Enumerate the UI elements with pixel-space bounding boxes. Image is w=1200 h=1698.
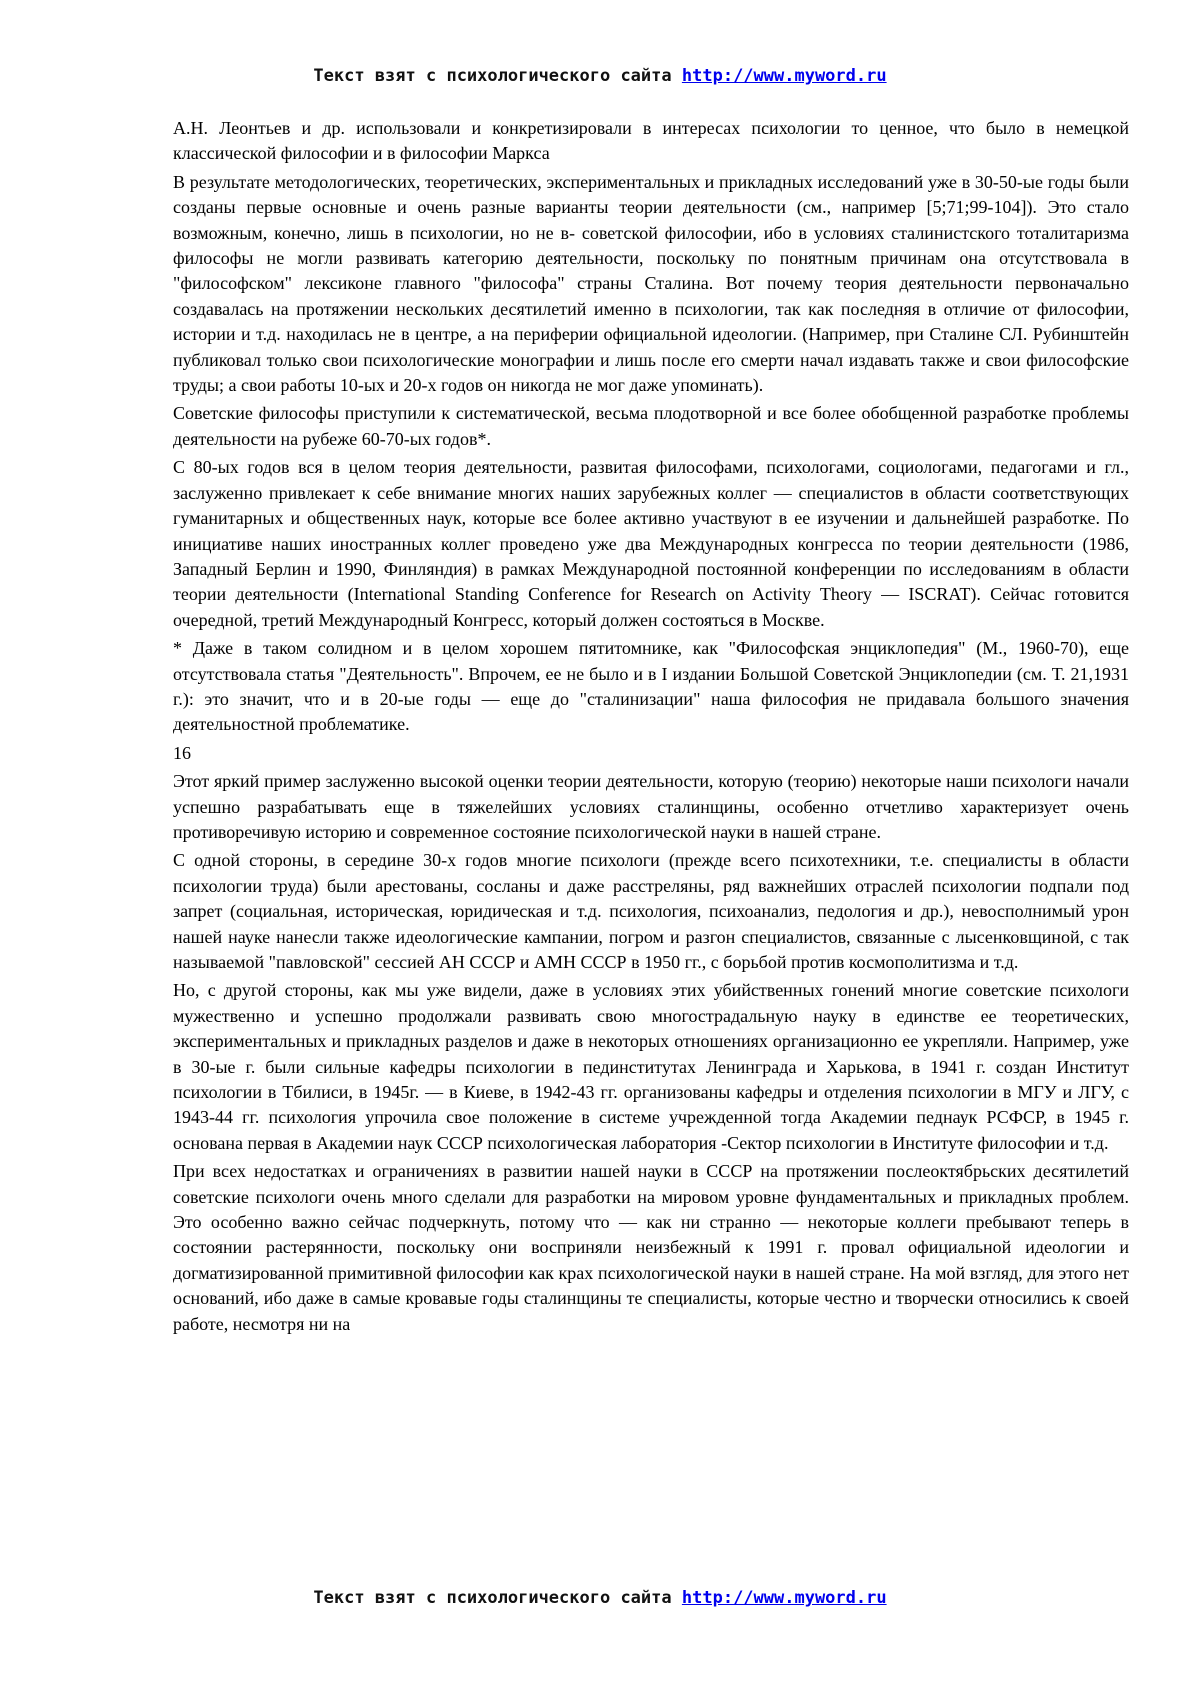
document-body bbox=[173, 116, 1129, 1340]
paragraph: С одной стороны, в середине 30-х годов многие психологи (прежде всего психотехники, т.е. специалисты в области психологии труда) были арестованы, сосланы и даже расстреляны, ряд важнейших отраслей психологии подпали под запрет (социальная, историческая, юридическая и т.д. психология, психоанализ, педология и др.), невосполнимый урон нашей науке нанесли также идеологические кампании, погром и разгон специалистов, связанные с лысенковщиной, с так называемой "павловской" сессией АН СССР и АМН СССР в 1950 гг., с борьбой против космополитизма и т.д. bbox=[173, 848, 1129, 975]
header-link[interactable]: http://www.myword.ru bbox=[682, 66, 887, 86]
page-header bbox=[0, 66, 1200, 86]
paragraph: Но, с другой стороны, как мы уже видели, даже в условиях этих убийственных гонений многие советские психологи мужественно и успешно продолжали развивать свою многострадальную науку в единстве ее теоретических, экспериментальных и прикладных разделов и даже в некоторых отношениях организационно ее укрепляли. Например, уже в 30-ые г. были сильные кафедры психологии в пединститутах Ленинграда и Харькова, в 1941 г. создан Институт психологии в Тбилиси, в 1945г. — в Киеве, в 1942-43 гг. организованы кафедры и отделения психологии в МГУ и ЛГУ, с 1943-44 гг. психология упрочила свое положение в системе учрежденной тогда Академии педнаук РСФСР, в 1945 г. основана первая в Академии наук СССР психологическая лаборатория -Сектор психологии в Институте философии и т.д. bbox=[173, 978, 1129, 1156]
page-number: 16 bbox=[173, 741, 1129, 766]
paragraph: Советские философы приступили к систематической, весьма плодотворной и все более обобщенной разработке проблемы деятельности на рубеже 60-70-ых годов*. bbox=[173, 401, 1129, 452]
footnote: * Даже в таком солидном и в целом хорошем пятитомнике, как "Философская энциклопедия" (М., 1960-70), еще отсутствовала статья "Деятельность". Впрочем, ее не было и в I издании Большой Советской Энциклопедии (см. Т. 21,1931 г.): это значит, что и в 20-ые годы — еще до "сталинизации" наша философия не придавала большого значения деятельностной проблематике. bbox=[173, 636, 1129, 738]
footer-link[interactable]: http://www.myword.ru bbox=[682, 1588, 887, 1608]
paragraph: Этот яркий пример заслуженно высокой оценки теории деятельности, которую (теорию) некоторые наши психологи начали успешно разрабатывать еще в тяжелейших условиях сталинщины, особенно отчетливо характеризует очень противоречивую историю и современное состояние психологической науки в нашей стране. bbox=[173, 769, 1129, 845]
paragraph: А.Н. Леонтьев и др. использовали и конкретизировали в интересах психологии то ценное, что было в немецкой классической философии и в философии Маркса bbox=[173, 116, 1129, 167]
paragraph: В результате методологических, теоретических, экспериментальных и прикладных исследований уже в 30-50-ые годы были созданы первые основные и очень разные варианты теории деятельности (см., например [5;71;99-104]). Это стало возможным, конечно, лишь в психологии, но не в- советской философии, ибо в условиях сталинистского тоталитаризма философы не могли развивать категорию деятельности, поскольку по понятным причинам она отсутствовала в "философском" лексиконе главного "философа" страны Сталина. Вот почему теория деятельности первоначально создавалась на протяжении нескольких десятилетий именно в психологии, так как последняя в отличие от философии, истории и т.д. находилась не в центре, а на периферии официальной идеологии. (Например, при Сталине СЛ. Рубинштейн публиковал только свои психологические монографии и лишь после его смерти начал издавать также и свои философские труды; а свои работы 10-ых и 20-х годов он никогда не мог даже упоминать). bbox=[173, 170, 1129, 399]
header-text: Текст взят с психологического сайта bbox=[313, 66, 671, 86]
paragraph: При всех недостатках и ограничениях в развитии нашей науки в СССР на протяжении послеоктябрьских десятилетий советские психологи очень много сделали для разработки на мировом уровне фундаментальных и прикладных проблем. Это особенно важно сейчас подчеркнуть, потому что — как ни странно — некоторые коллеги пребывают теперь в состоянии растерянности, поскольку они восприняли неизбежный к 1991 г. провал официальной идеологии и догматизированной примитивной философии как крах психологической науки в нашей стране. На мой взгляд, для этого нет оснований, ибо даже в самые кровавые годы сталинщины те специалисты, которые честно и творчески относились к своей работе, несмотря ни на bbox=[173, 1159, 1129, 1337]
page-footer bbox=[0, 1588, 1200, 1608]
paragraph: С 80-ых годов вся в целом теория деятельности, развитая философами, психологами, социологами, педагогами и гл., заслуженно привлекает к себе внимание многих наших зарубежных коллег — специалистов в области соответствующих гуманитарных и общественных наук, которые все более активно участвуют в ее изучении и дальнейшей разработке. По инициативе наших иностранных коллег проведено уже два Международных конгресса по теории деятельности (1986, Западный Берлин и 1990, Финляндия) в рамках Международной постоянной конференции по исследованиям в области теории деятельности (International Standing Conference for Research on Activity Theory — ISCRAT). Сейчас готовится очередной, третий Международный Конгресс, который должен состояться в Москве. bbox=[173, 455, 1129, 633]
footer-text: Текст взят с психологического сайта bbox=[313, 1588, 671, 1608]
